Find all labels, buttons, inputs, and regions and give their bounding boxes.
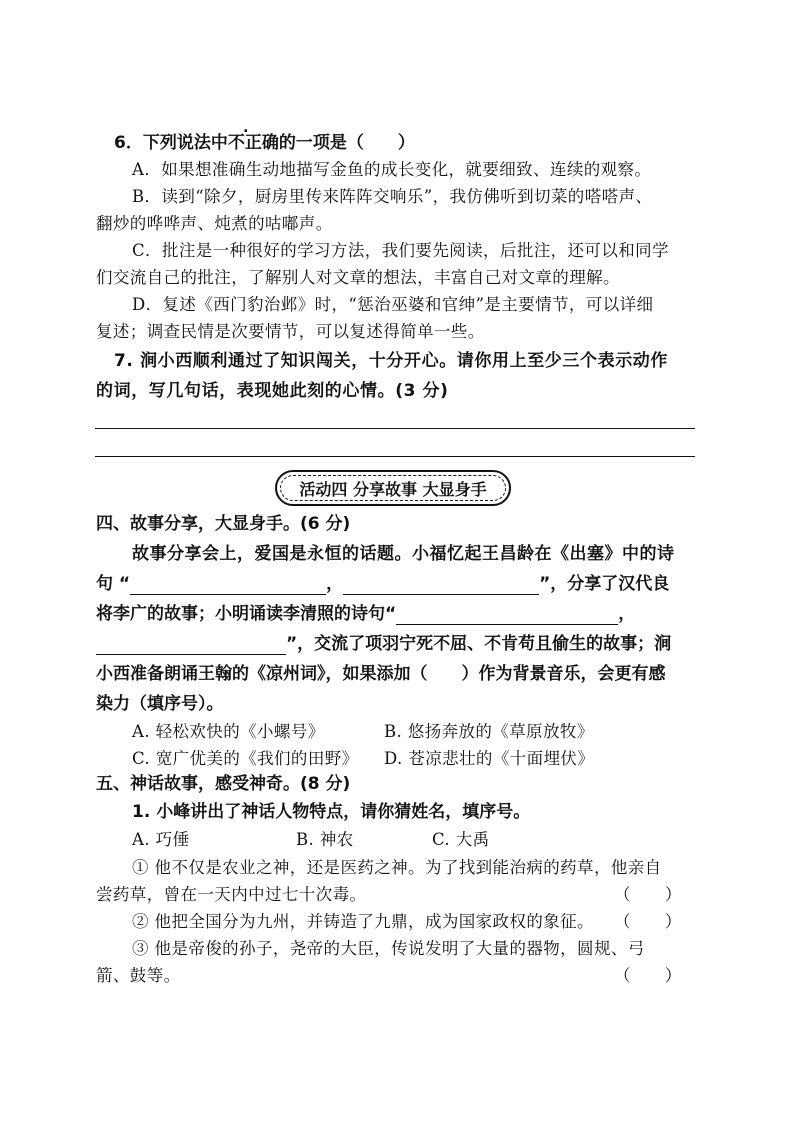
line2-text-a: 句 “ <box>96 574 131 594</box>
paren-close: ） <box>664 966 682 985</box>
item1-line1: ① 他不仅是农业之神，还是医药之神。为了找到能治病的药草，他亲自 <box>132 858 662 877</box>
answer-line-1[interactable] <box>95 428 695 429</box>
section4-para-line2 <box>96 573 669 595</box>
section4-option-a: A. 轻松欢快的《小螺号》 <box>132 722 325 741</box>
answer-line-2[interactable] <box>95 456 695 457</box>
section4-para-line1: 故事分享会上，爱国是永恒的话题。小福忆起王昌龄在《出塞》中的诗 <box>132 544 675 564</box>
blank-4[interactable] <box>96 636 286 655</box>
section4-title: 四、故事分享，大显身手。(6 分) <box>96 514 351 534</box>
section5-question-1: 1. 小峰讲出了神话人物特点，请你猜姓名，填序号。 <box>132 802 531 822</box>
q6-stem <box>114 132 415 154</box>
section4-para-line5: 小西准备朗诵王翰的《凉州词》，如果添加（ ）作为背景音乐，会更有感 <box>96 664 666 684</box>
item2-line1: ② 他把全国分为九州，并铸造了九鼎，成为国家政权的象征。 <box>132 912 594 931</box>
q6-option-d-line2: 复述；调查民情是次要情节，可以复述得简单一些。 <box>96 322 485 341</box>
paren-open: （ <box>614 966 631 985</box>
section5-option-a: A. 巧倕 <box>132 830 190 849</box>
item3-line2: 箭、鼓等。 <box>96 966 181 985</box>
q6-stem-text: 6．下列说法中 <box>114 133 228 153</box>
section4-para-line6: 染力（填序号）。 <box>96 694 224 714</box>
q6-emphasis: 不正 <box>227 133 262 153</box>
q7-line2: 的词，写几句话，表现她此刻的心情。(3 分) <box>96 381 449 401</box>
q6-option-b-line2: 翻炒的哗哗声、炖煮的咕嘟声。 <box>96 214 333 233</box>
activity-banner <box>275 470 511 506</box>
blank-1[interactable] <box>130 576 326 595</box>
q6-option-d-line1: D．复述《西门豹治邺》时，“惩治巫婆和官绅”是主要情节，可以详细 <box>132 295 654 314</box>
q6-stem-text-2: 确的一项是（ <box>261 133 364 153</box>
section5-option-c: C. 大禹 <box>432 830 490 849</box>
q6-option-a: A．如果想准确生动地描写金鱼的成长变化，就要细致、连续的观察。 <box>132 160 652 179</box>
section4-option-d: D. 苍凉悲壮的《十面埋伏》 <box>384 749 595 768</box>
blank-2[interactable] <box>343 576 539 595</box>
line3-comma: ， <box>618 604 636 624</box>
paren-open: （ <box>614 912 631 931</box>
banner-text: 活动四 分享故事 大显身手 <box>299 479 487 499</box>
item3-answer-bracket[interactable] <box>614 965 682 987</box>
line2-text-c: ”，分享了汉代良 <box>539 574 670 594</box>
line3-text-a: 将李广的故事；小明诵读李清照的诗句“ <box>96 604 397 624</box>
paren-close: ） <box>664 912 682 931</box>
q6-option-b-line1: B．读到“除夕，厨房里传来阵阵交响乐”，我仿佛听到切菜的嗒嗒声、 <box>132 187 653 206</box>
section5-title: 五、神话故事，感受神奇。(8 分) <box>96 774 351 794</box>
q7-line1: 7. 涧小西顺利通过了知识闯关，十分开心。请你用上至少三个表示动作 <box>114 351 669 371</box>
q6-option-c-line2: 们交流自己的批注，了解别人对文章的想法，丰富自己对文章的理解。 <box>96 268 620 287</box>
section4-para-line4 <box>96 633 671 655</box>
paren-open: （ <box>614 885 631 904</box>
q6-option-c-line1: C．批注是一种很好的学习方法，我们要先阅读，后批注，还可以和同学 <box>132 241 669 260</box>
section4-para-line3 <box>96 603 635 625</box>
section4-option-c: C. 宽广优美的《我们的田野》 <box>132 749 359 768</box>
item3-line1: ③ 他是帝俊的孙子，尧帝的大臣，传说发明了大量的器物，圆规、弓 <box>132 939 645 958</box>
blank-3[interactable] <box>396 606 618 625</box>
item1-line2: 尝药草，曾在一天内中过七十次毒。 <box>96 885 367 904</box>
item1-answer-bracket[interactable] <box>614 884 682 906</box>
section5-option-b: B. 神农 <box>296 830 354 849</box>
item2-answer-bracket[interactable] <box>614 911 682 933</box>
q6-paren-close: ） <box>397 133 415 153</box>
line4-text: ”，交流了项羽宁死不屈、不肯苟且偷生的故事；涧 <box>286 634 672 654</box>
line2-comma: ， <box>326 574 344 594</box>
section4-option-b: B. 悠扬奔放的《草原放牧》 <box>384 722 594 741</box>
paren-close: ） <box>664 885 682 904</box>
